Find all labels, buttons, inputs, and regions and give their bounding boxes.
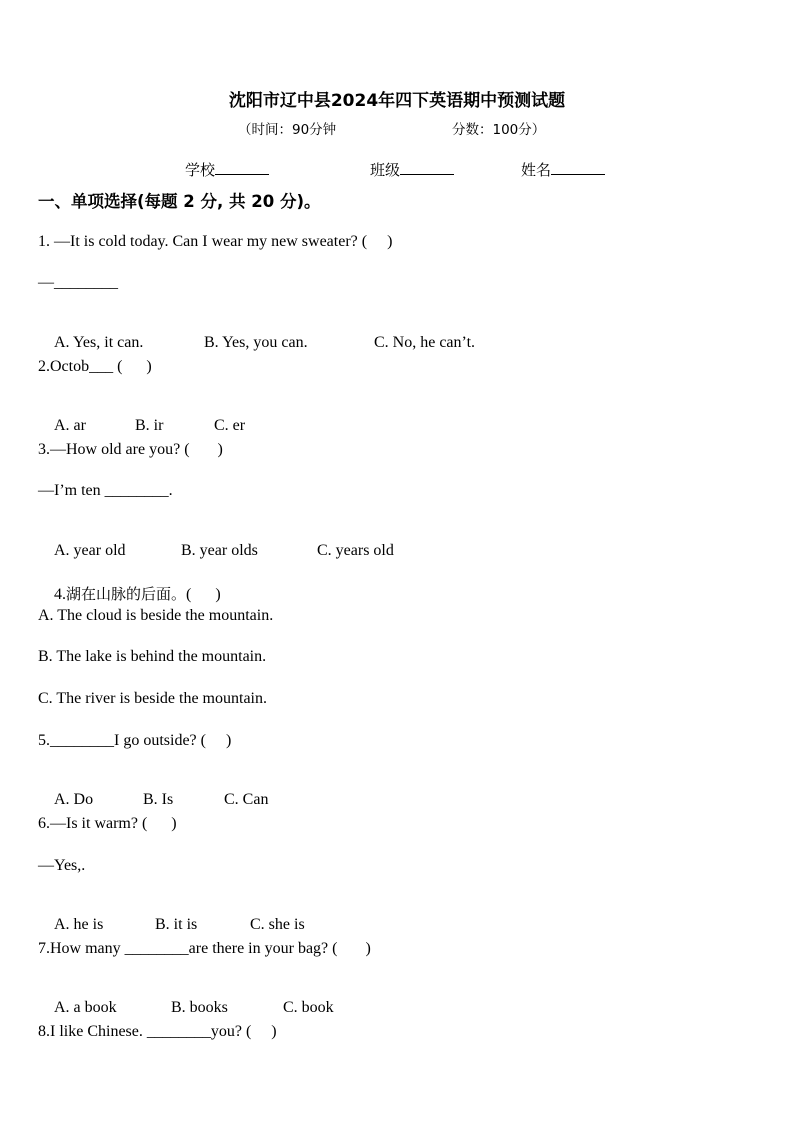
option-b[interactable]: B. Yes, you can.	[204, 334, 308, 351]
option-b[interactable]: B. ir	[135, 417, 164, 434]
class-label: 班级	[370, 161, 401, 179]
question-chinese-text: 湖在山脉的后面。	[66, 585, 187, 603]
option-c[interactable]: C. book	[283, 999, 334, 1016]
answer-line: —Yes,.	[38, 857, 86, 874]
option-c[interactable]: C. No, he can’t.	[374, 334, 476, 351]
question-bracket: ( )	[186, 586, 221, 603]
option-b[interactable]: B. The lake is behind the mountain.	[38, 648, 267, 665]
question-stem: 2.Octob___ ( )	[38, 358, 152, 375]
option-a[interactable]: A. year old	[54, 542, 126, 559]
school-blank[interactable]	[215, 160, 269, 175]
option-b[interactable]: B. books	[171, 999, 228, 1016]
question-stem: 5.________I go outside? ( )	[38, 732, 232, 749]
question-stem: 7.How many ________are there in your bag? ( )	[38, 940, 371, 957]
question-number: 4.	[54, 586, 66, 603]
option-b[interactable]: B. it is	[155, 916, 198, 933]
option-a[interactable]: A. a book	[54, 999, 117, 1016]
class-field	[370, 159, 454, 180]
option-c[interactable]: C. she is	[250, 916, 305, 933]
school-label: 学校	[185, 161, 216, 179]
option-c[interactable]: C. years old	[317, 542, 394, 559]
exam-score: 分数：100分）	[452, 122, 546, 138]
school-field	[185, 159, 269, 180]
section-heading: 一、单项选择(每题 2 分, 共 20 分)。	[38, 192, 321, 211]
answer-line: —I’m ten ________.	[38, 482, 173, 499]
option-c[interactable]: C. The river is beside the mountain.	[38, 690, 267, 707]
name-label: 姓名	[521, 161, 552, 179]
question-stem: 6.—Is it warm? ( )	[38, 815, 177, 832]
question-stem: 3.—How old are you? ( )	[38, 441, 223, 458]
exam-time: （时间：90分钟	[238, 122, 337, 138]
option-c[interactable]: C. Can	[224, 791, 269, 808]
question-stem: 1. —It is cold today. Can I wear my new sweater? ( )	[38, 233, 393, 250]
option-a[interactable]: A. Do	[54, 791, 94, 808]
option-b[interactable]: B. year olds	[181, 542, 258, 559]
name-field	[521, 159, 605, 180]
page-title: 沈阳市辽中县2024年四下英语期中预测试题	[228, 91, 566, 111]
option-a[interactable]: A. Yes, it can.	[54, 334, 144, 351]
question-stem: 8.I like Chinese. ________you? ( )	[38, 1023, 277, 1040]
option-c[interactable]: C. er	[214, 417, 246, 434]
option-a[interactable]: A. ar	[54, 417, 86, 434]
answer-line: —________	[38, 274, 118, 291]
option-a[interactable]: A. he is	[54, 916, 104, 933]
name-blank[interactable]	[551, 160, 605, 175]
class-blank[interactable]	[400, 160, 454, 175]
option-b[interactable]: B. Is	[143, 791, 174, 808]
option-a[interactable]: A. The cloud is beside the mountain.	[38, 607, 274, 624]
